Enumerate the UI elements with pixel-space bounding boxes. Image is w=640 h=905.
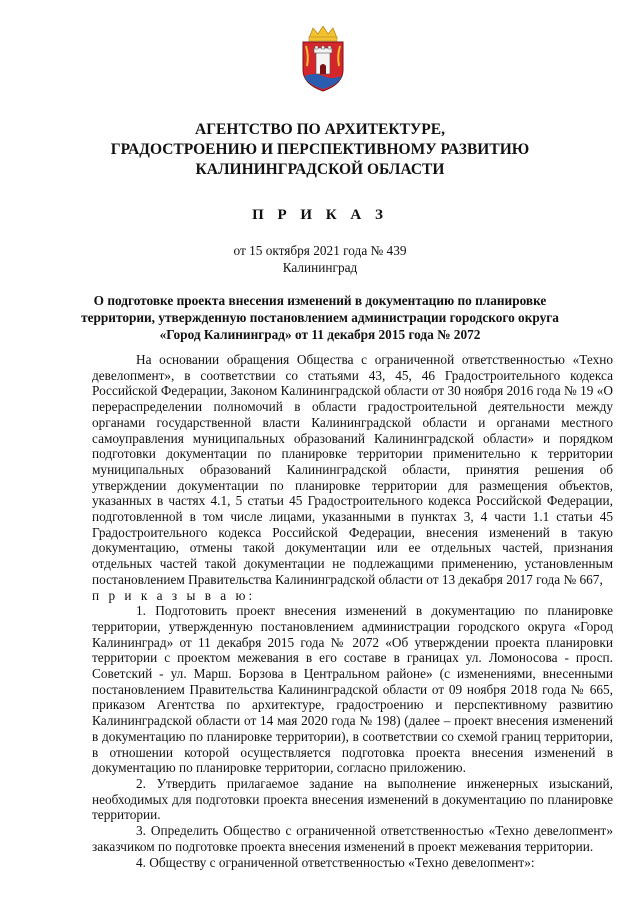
- item-2-paragraph: 2. Утвердить прилагаемое задание на выполнение инженерных изысканий, необходимых для подготовки проекта внесения изменений в документацию по планировке территории.: [92, 775, 613, 823]
- subject-line-3: «Город Калининград» от 11 декабря 2015 года № 2072: [159, 327, 481, 342]
- item-4-paragraph: 4. Обществу с ограниченной ответственностью «Техно девелопмент»:: [136, 854, 535, 870]
- item-1-paragraph: 1. Подготовить проект внесения изменений в документацию по планировке территории, утвержденную постановлением администрации городского округа «Город Калининград» от 11 декабря 2015 года № 2072 «Об утверждении проекта планировки территории с проектом межевания в его составе в границах ул. Ломоносова - просп. Советский - ул. Марш. Борзова в Центральном районе» (с изменениями, внесенными постановлением Правительства Калининградской области от 09 ноября 2018 года № 665, приказом Агентства по архитектуре, градостроению и перспективному развитию Калининградской области от 14 мая 2020 года № 198) (далее – проект внесения изменений в документацию по планировке территории), в соответствии со схемой границ территории, в отношении которой осуществляется подготовка проекта внесения изменений в документацию по планировке территории, согласно приложению.: [92, 603, 613, 776]
- order-subject: [70, 292, 570, 343]
- agency-line-1: АГЕНТСТВО ПО АРХИТЕКТУРЕ,: [195, 121, 445, 138]
- agency-name: [60, 120, 580, 180]
- preamble-paragraph: На основании обращения Общества с ограниченной ответственностью «Техно девелопмент», в соответствии со статьями 43, 45, 46 Градостроительного кодекса Российской Федерации, Законом Калининградской области от 30 ноября 2016 года № 19 «О перераспределении полномочий в области градостроительной деятельности между органами государственной власти Калининградской области и органами местного самоуправления муниципальных образований Калининградской области» и порядком подготовки документации по планировке территории применительно к территории муниципальных образований Калининградской области, принятия решения об утверждении документации по планировке территории для размещения объектов, указанных в частях 4.1, 5 статьи 45 Градостроительного кодекса Российской Федерации, подготовленной в том числе лицами, указанными в пунктах 3, 4 части 1.1 статьи 45 Градостроительного кодекса Российской Федерации, внесения изменений в такую документацию, отмены такой документации или ее отдельных частей, признания отдельных частей такой документации не подлежащими применению, установленным постановлением Правительства Калининградской области от 13 декабря 2017 года № 667,: [92, 352, 613, 587]
- order-date-block: [60, 242, 580, 276]
- item-3-paragraph: 3. Определить Общество с ограниченной ответственностью «Техно девелопмент» заказчиком по подготовке проекта внесения изменений в проект межевания территории.: [92, 823, 613, 854]
- coat-of-arms-icon: [299, 26, 347, 92]
- subject-line-2: территории, утвержденную постановлением администрации городского округа: [81, 310, 559, 325]
- order-date: от 15 октября 2021 года № 439: [233, 243, 407, 258]
- order-title: П Р И К А З: [252, 207, 388, 223]
- order-body: [92, 352, 613, 870]
- order-word: п р и к а з ы в а ю:: [92, 587, 256, 603]
- order-city: Калининград: [282, 260, 358, 275]
- subject-line-1: О подготовке проекта внесения изменений в документацию по планировке: [93, 293, 547, 308]
- agency-line-2: ГРАДОСТРОЕНИЮ И ПЕРСПЕКТИВНОМУ РАЗВИТИЮ: [110, 141, 530, 158]
- agency-line-3: КАЛИНИНГРАДСКОЙ ОБЛАСТИ: [195, 161, 445, 178]
